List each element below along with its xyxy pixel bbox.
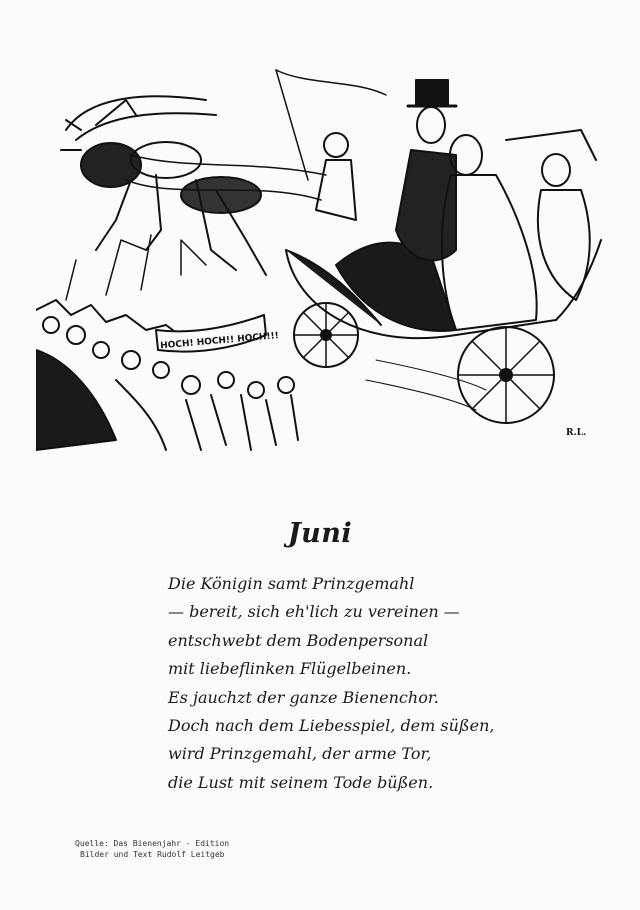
poem-line: Es jauchzt der ganze Bienenchor. xyxy=(168,687,439,707)
source-line-1: Quelle: Das Bienenjahr - Edition xyxy=(75,839,230,848)
insect-horse-drawing xyxy=(61,96,326,275)
poem-line: wird Prinzgemahl, der arme Tor, xyxy=(168,744,432,764)
artist-signature: R.L. xyxy=(566,428,587,438)
poem xyxy=(168,570,588,797)
source-line-2: Bilder und Text Rudolf Leitgeb xyxy=(80,850,225,859)
poem-line: Doch nach dem Liebesspiel, dem süßen, xyxy=(168,715,495,735)
poem-line: — bereit, sich eh'lich zu vereinen — xyxy=(168,602,460,622)
poem-line: die Lust mit seinem Tode büßen. xyxy=(168,772,434,792)
poem-line: Die Königin samt Prinzgemahl xyxy=(168,574,415,593)
page-title: Juni xyxy=(287,518,353,549)
hoch-banner xyxy=(156,315,279,352)
carriage-illustration xyxy=(36,60,606,455)
poem-line: mit liebeflinken Flügelbeinen. xyxy=(168,659,412,679)
banner-text: HOCH! HOCH!! HOCH!!! xyxy=(159,331,280,352)
source-citation xyxy=(75,838,229,860)
poem-line: entschwebt dem Bodenpersonal xyxy=(168,630,429,650)
